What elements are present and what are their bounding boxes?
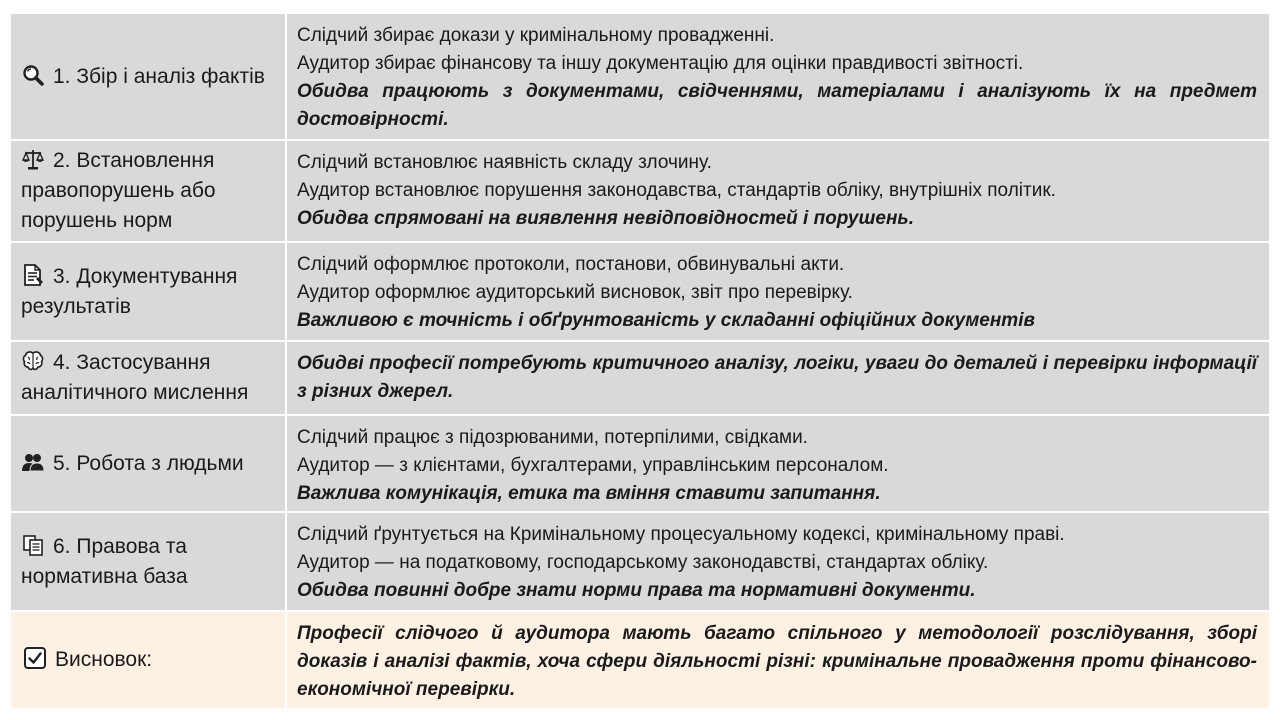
content-emphasis: Важлива комунікація, етика та вміння ставити запитання. <box>297 483 881 504</box>
row-content-cell <box>287 513 1269 610</box>
row-label-cell <box>11 416 287 511</box>
brain-icon <box>21 349 45 373</box>
documents-stack-icon <box>21 533 45 557</box>
row-content-cell <box>287 14 1269 139</box>
row-label: 1. Збір і аналіз фактів <box>53 64 265 88</box>
content-line: Аудитор — з клієнтами, бухгалтерами, управлінським персоналом. <box>297 455 889 476</box>
conclusion-row <box>11 612 1269 710</box>
table-row <box>11 342 1269 416</box>
content-emphasis: Важливою є точність і обґрунтованість у складанні офіційних документів <box>297 310 1035 331</box>
content-line: Слідчий працює з підозрюваними, потерпілими, свідками. <box>297 427 808 448</box>
scales-icon <box>21 147 45 171</box>
content-emphasis: Обидві професії потребують критичного аналізу, логіки, уваги до деталей і перевірки інформації з різних джерел. <box>297 353 1257 402</box>
row-content-cell <box>287 416 1269 511</box>
content-line: Аудитор — на податковому, господарському законодавстві, стандартах обліку. <box>297 552 989 573</box>
conclusion-content-cell <box>287 612 1269 708</box>
checkbox-icon <box>23 646 47 670</box>
row-label-cell <box>11 513 287 610</box>
row-label: 5. Робота з людьми <box>53 451 244 475</box>
content-emphasis: Обидва повинні добре знати норми права та нормативні документи. <box>297 580 976 601</box>
row-content-cell <box>287 243 1269 340</box>
row-label: 2. Встановлення правопорушень або порушень норм <box>21 149 216 232</box>
row-label-cell <box>11 14 287 139</box>
conclusion-label: Висновок: <box>55 648 153 671</box>
content-line: Аудитор оформлює аудиторський висновок, звіт про перевірку. <box>297 282 853 303</box>
content-line: Слідчий оформлює протоколи, постанови, обвинувальні акти. <box>297 254 845 275</box>
content-emphasis: Обидва працюють з документами, свідченнями, матеріалами і аналізують їх на предмет достовірності. <box>297 81 1257 130</box>
table-row <box>11 416 1269 513</box>
people-icon <box>21 450 45 474</box>
row-label: 6. Правова та нормативна база <box>21 534 188 588</box>
magnifier-icon <box>21 63 45 87</box>
row-label: 4. Застосування аналітичного мислення <box>21 351 249 404</box>
content-emphasis: Обидва спрямовані на виявлення невідповідностей і порушень. <box>297 208 914 229</box>
row-label-cell <box>11 243 287 340</box>
table-row <box>11 141 1269 243</box>
table-row <box>11 243 1269 342</box>
content-line: Аудитор збирає фінансову та іншу документацію для оцінки правдивості звітності. <box>297 53 1024 74</box>
conclusion-text: Професії слідчого й аудитора мають багато спільного у методології розслідування, зборі доказів і аналізі фактів, хоча сфери діяльності різні: кримінальне провадження проти фінансово-економічної перевірки. <box>297 623 1257 700</box>
table-row <box>11 513 1269 612</box>
content-line: Слідчий встановлює наявність складу злочину. <box>297 152 712 173</box>
row-label-cell <box>11 342 287 414</box>
row-content-cell <box>287 342 1269 414</box>
row-label-cell <box>11 141 287 241</box>
content-line: Аудитор встановлює порушення законодавства, стандартів обліку, внутрішніх політик. <box>297 180 1056 201</box>
document-icon <box>21 263 45 287</box>
table-row <box>11 14 1269 141</box>
row-label: 3. Документування результатів <box>21 264 238 318</box>
content-line: Слідчий ґрунтується на Кримінальному процесуальному кодексі, кримінальному праві. <box>297 524 1065 545</box>
content-line: Слідчий збирає докази у кримінальному провадженні. <box>297 25 775 46</box>
comparison-table <box>11 14 1269 710</box>
row-content-cell <box>287 141 1269 241</box>
conclusion-label-cell <box>11 612 287 708</box>
